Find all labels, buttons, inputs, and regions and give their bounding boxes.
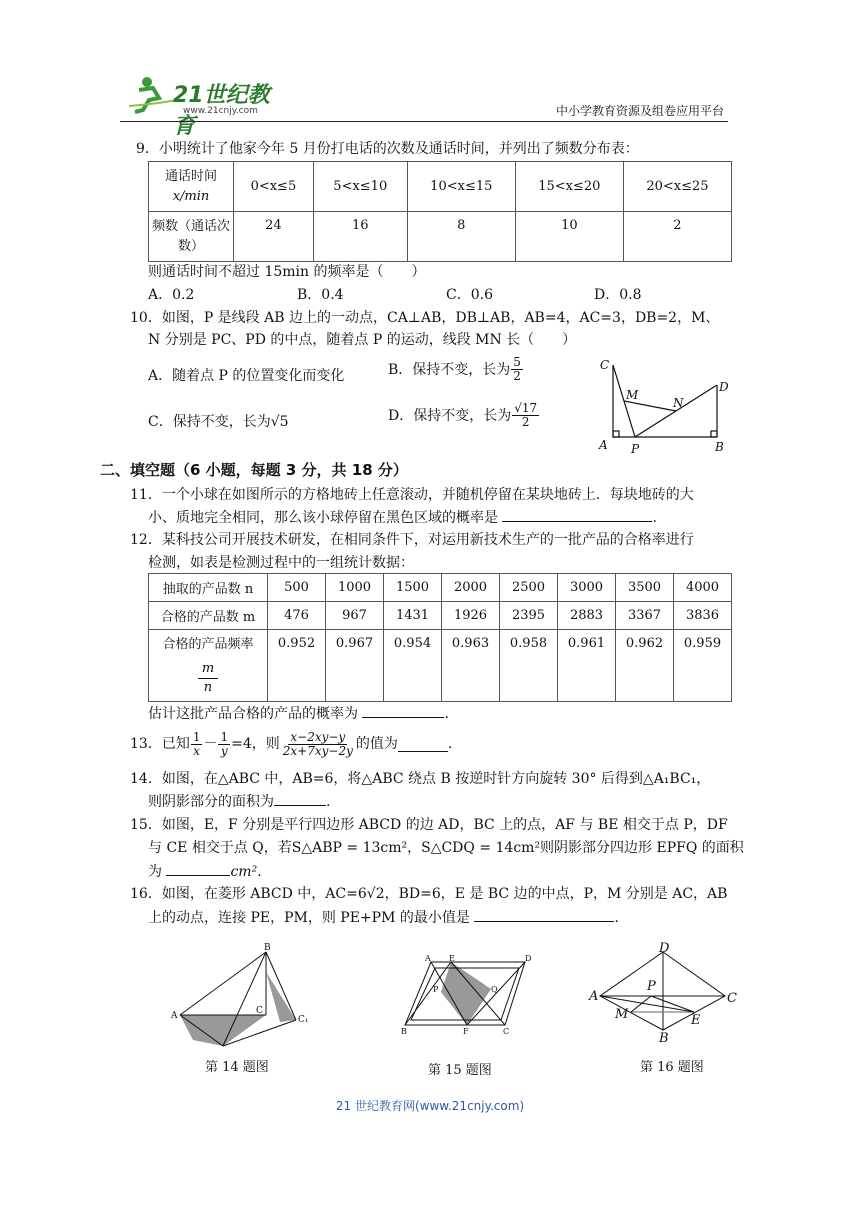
fig15-label: F <box>463 1027 469 1036</box>
q12-f: 0.963 <box>442 630 500 702</box>
fig10-label: D <box>719 380 729 394</box>
q12-n: 1000 <box>326 574 384 602</box>
q10-option-a: A．随着点 P 的位置变化而变化 <box>148 368 345 384</box>
q12-n: 4000 <box>674 574 732 602</box>
answer-blank[interactable] <box>398 737 448 752</box>
header-divider <box>120 121 728 122</box>
q10-option-b: B．保持不变，长为 $\frac{5}{2}$ <box>388 355 521 383</box>
fig15-label: A <box>425 954 431 963</box>
q9-count: 16 <box>313 212 407 262</box>
q12-n: 2500 <box>500 574 558 602</box>
fig15-label: D <box>525 954 532 963</box>
q11-line1: 11．一个小球在如图所示的方格地砖上任意滚动，并随机停留在某块地砖上．每块地砖的大 <box>130 487 694 503</box>
q12-m: 967 <box>326 602 384 630</box>
q14-line2: 则阴影部分的面积为 . <box>148 791 330 812</box>
fig15-label: P <box>433 985 439 994</box>
fig15-label: Q <box>491 985 498 994</box>
q10-line2: N 分别是 PC、PD 的中点，随着点 P 的运动，线段 MN 长（ ） <box>148 332 577 348</box>
fig16-label: C <box>727 991 737 1006</box>
q12-m: 1431 <box>384 602 442 630</box>
fig16-label: M <box>615 1007 629 1022</box>
q12-m: 3836 <box>674 602 732 630</box>
logo-url: www.21cnjy.com <box>183 106 258 116</box>
answer-blank[interactable] <box>362 703 444 718</box>
q9-count: 24 <box>234 212 314 262</box>
fig16-label: P <box>647 979 656 994</box>
caption-15: 第 15 题图 <box>428 1063 492 1078</box>
fig10-label: M <box>626 388 639 402</box>
q10-option-c: C．保持不变，长为√5 <box>148 414 289 430</box>
q10-option-d: D．保持不变，长为 $\frac{√17}{2}$ <box>388 401 538 429</box>
q12-n: 1500 <box>384 574 442 602</box>
q12-head-m: 合格的产品数 m <box>149 602 268 630</box>
q9-range: 15<x≤20 <box>515 162 623 212</box>
q12-m: 2883 <box>558 602 616 630</box>
q12-m: 2395 <box>500 602 558 630</box>
q9-option-d: D．0.8 <box>594 287 642 303</box>
q9-head-count: 频数（通话次 数） <box>149 212 234 262</box>
q11-line2: 小、质地完全相同，那么该小球停留在黑色区域的概率是 . <box>148 507 657 528</box>
q12-n: 2000 <box>442 574 500 602</box>
q12-m: 476 <box>268 602 326 630</box>
q9-head-time: 通话时间 x/min <box>149 162 234 212</box>
fig10-label: A <box>599 438 608 452</box>
q9-option-b: B．0.4 <box>297 287 344 303</box>
logo-text: 21世纪教育 <box>173 83 270 139</box>
q10-line1: 10．如图，P 是线段 AB 边上的一动点，CA⊥AB，DB⊥AB，AB=4，AC=3，DB=2，M、 <box>130 310 720 326</box>
q16-figure <box>585 940 745 1045</box>
fig14-label: B <box>264 943 271 953</box>
q9-count: 8 <box>407 212 515 262</box>
fig15-label: E <box>449 954 455 963</box>
fig10-label: N <box>673 396 684 410</box>
q15-line2: 与 CE 相交于点 Q，若S△ABP = 13cm²，S△CDQ = 14cm²则阴影部分四边形 EPFQ 的面积 <box>148 840 744 856</box>
q12-question: 估计这批产品合格的产品的概率为 . <box>148 703 449 724</box>
q12-line2: 检测，如表是检测过程中的一组统计数据： <box>148 555 414 571</box>
q9-range: 0<x≤5 <box>234 162 314 212</box>
answer-blank[interactable] <box>474 907 614 922</box>
q12-n: 500 <box>268 574 326 602</box>
footer-link[interactable]: 21 世纪教育网(www.21cnjy.com) <box>335 1099 525 1113</box>
q9-range: 20<x≤25 <box>623 162 731 212</box>
q13-line: 13．已知 $\frac{1}{x}$ － $\frac{1}{y}$ =4，则 $\frac{x-2xy-y}{2x+7xy-2y}$ 的值为 . <box>130 729 453 758</box>
q12-f: 0.954 <box>384 630 442 702</box>
fig15-label: B <box>401 1027 407 1036</box>
answer-blank[interactable] <box>274 791 326 806</box>
q9-option-a: A．0.2 <box>148 287 195 303</box>
fig14-label: C₁ <box>298 1015 309 1025</box>
q12-n: 3000 <box>558 574 616 602</box>
q9-option-c: C．0.6 <box>446 287 493 303</box>
q15-figure <box>395 952 540 1038</box>
caption-14: 第 14 题图 <box>205 1060 269 1075</box>
q15-line3: 为 cm². <box>148 861 262 882</box>
caption-16: 第 16 题图 <box>640 1060 704 1075</box>
fig16-label: D <box>659 941 670 956</box>
q16-line2: 上的动点，连接 PE，PM，则 PE+PM 的最小值是 . <box>148 907 619 928</box>
q12-line1: 12．某科技公司开展技术研发，在相同条件下，对运用新技术生产的一批产品的合格率进行 <box>130 532 694 548</box>
q12-m: 3367 <box>616 602 674 630</box>
q12-f: 0.961 <box>558 630 616 702</box>
fig16-label: A <box>589 989 599 1004</box>
q12-m: 1926 <box>442 602 500 630</box>
q9-question: 则通话时间不超过 15min 的频率是（ ） <box>148 264 426 280</box>
q15-line1: 15．如图，E，F 分别是平行四边形 ABCD 的边 AD，BC 上的点，AF 与 BE 相交于点 P，DF <box>130 817 728 833</box>
fig15-label: C <box>503 1027 510 1036</box>
q12-f: 0.967 <box>326 630 384 702</box>
q9-range: 5<x≤10 <box>313 162 407 212</box>
fig14-label: C <box>256 1006 263 1016</box>
fig16-label: B <box>659 1031 669 1045</box>
q14-line1: 14．如图，在△ABC 中，AB=6，将△ABC 绕点 B 按逆时针方向旋转 30° 后得到△A₁BC₁， <box>130 771 711 787</box>
fig14-label: A <box>171 1011 178 1021</box>
q12-n: 3500 <box>616 574 674 602</box>
q12-f: 0.952 <box>268 630 326 702</box>
q12-f: 0.958 <box>500 630 558 702</box>
q12-table <box>148 573 732 702</box>
fig10-label: B <box>715 440 724 454</box>
q9-range: 10<x≤15 <box>407 162 515 212</box>
q16-line1: 16．如图，在菱形 ABCD 中，AC=6√2，BD=6，E 是 BC 边的中点，P，M 分别是 AC，AB <box>130 886 728 902</box>
q9-count: 10 <box>515 212 623 262</box>
q12-head-n: 抽取的产品数 n <box>149 574 268 602</box>
q9-stem: 9．小明统计了他家今年 5 月份打电话的次数及通话时间，并列出了频数分布表： <box>136 141 639 157</box>
site-logo <box>125 70 285 139</box>
q14-figure <box>168 942 318 1052</box>
q10-figure <box>595 355 740 460</box>
q12-f: 0.959 <box>674 630 732 702</box>
fig16-label: E <box>691 1013 701 1028</box>
section-title: 二、填空题（6 小题，每题 3 分，共 18 分） <box>100 461 408 479</box>
answer-blank[interactable] <box>502 507 652 522</box>
answer-blank[interactable] <box>166 861 230 876</box>
q9-table <box>148 161 732 262</box>
q12-head-f: 合格的产品频率 $\frac{m}{n}$ <box>149 630 268 702</box>
fig10-label: C <box>600 358 610 372</box>
fig10-label: P <box>631 442 640 456</box>
header-platform-text: 中小学教育资源及组卷应用平台 <box>555 104 724 118</box>
q9-count: 2 <box>623 212 731 262</box>
q12-f: 0.962 <box>616 630 674 702</box>
